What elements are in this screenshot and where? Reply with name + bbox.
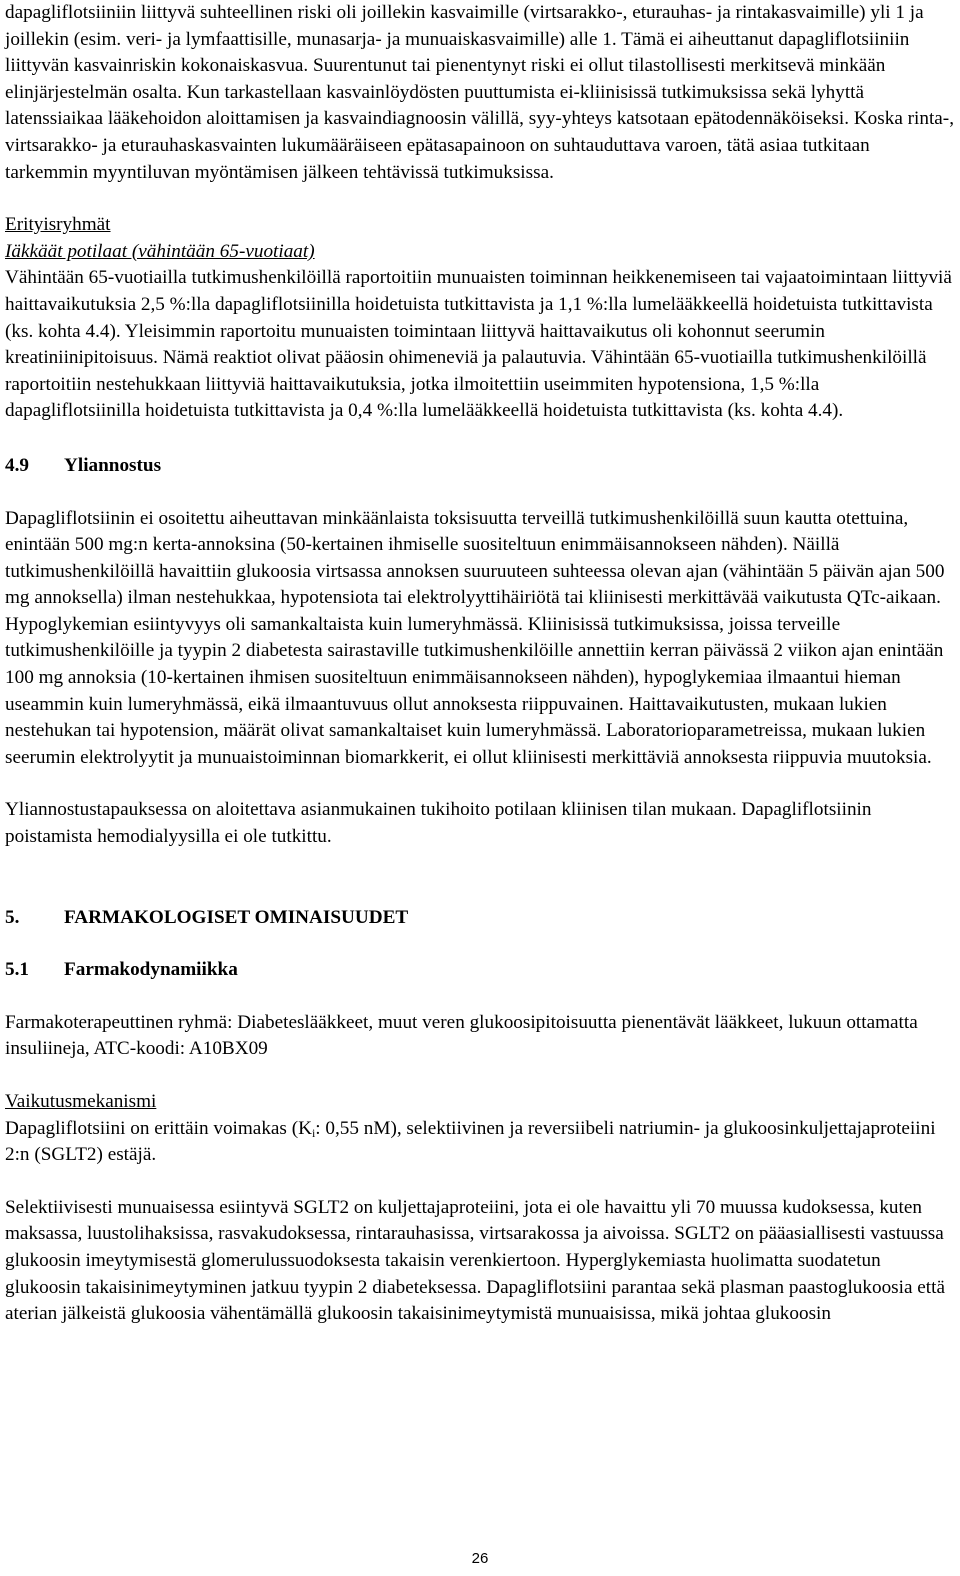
section-number: 5. [5,906,20,928]
paragraph-overdose-1: Dapagliflotsiinin ei osoitettu aiheuttavan minkäänlaista toksisuutta terveillä tutkimushenkilöillä suun kautta otettuina, enintään 500 mg:n kerta-annoksina (50-kertainen ihmiselle suositeltuun enimmäisannokseen nähden). Näillä tutkimushenkilöillä havaittiin glukoosia virtsassa annoksen suuruuteen suhteessa olevan ajan (vähintään 5 päivän ajan 500 mg annoksella) ilman nestehukkaa, hypotensiota tai elektrolyyttihäiriötä tai kliinisesti merkittävää vaikutusta QTc-aikaan. Hypoglykemian esiintyvyys oli samankaltaista kuin lumeryhmässä. Kliinisissä tutkimuksissa, joissa terveille tutkimushenkilöille ja tyypin 2 diabetesta sairastaville tutkimushenkilöille annettiin kerran päivässä 2 viikon ajan enintään 100 mg annoksia (10-kertainen ihmisen suositeltuun enimmäisannokseen nähden), hypoglykemiaa ilmaantui hieman useammin kuin lumeryhmässä, eikä ilmaantuvuus ollut annoksesta riippuvainen. Haittavaikutusten, mukaan lukien nestehukan tai hypotension, määrät olivat samankaltaiset kuin lumeryhmässä. Laboratorioparametreissa, mukaan lukien seerumin elektrolyytit ja munuaistoiminnan biomarkkerit, ei ollut kliinisesti merkittäviä annoksesta riippuvia muutoksia. [5,507,945,768]
document-page [5,0,955,1328]
heading-mechanism: Vaikutusmekanismi [5,1091,157,1112]
mechanism-text-end: : 0,55 nM), selektiivinen ja reversiibeli natriumin- ja glukoosinkuljettajaproteiini 2:n (SGLT2) estäjä. [5,1117,936,1166]
paragraph-overdose-2: Yliannostustapauksessa on aloitettava asianmukainen tukihoito potilaan kliinisen tilan mukaan. Dapagliflotsiinin poistamista hemodialyysilla ei ole tutkittu. [5,799,872,848]
spacer [5,425,955,453]
section-title: FARMAKOLOGISET OMINAISUUDET [64,906,409,928]
page-number: 26 [471,1550,489,1567]
section-number: 5.1 [5,959,29,981]
section-heading-5-1 [5,957,955,984]
section-title: Farmakodynamiikka [64,959,238,981]
spacer [5,1169,955,1195]
subheading-elderly: Iäkkäät potilaat (vähintään 65-vuotiaat) [5,240,315,262]
paragraph-pharmacotherapeutic-group: Farmakoterapeuttinen ryhmä: Diabeteslääkkeet, muut veren glukoosipitoisuutta pienentävät lääkkeet, lukuun ottamatta insuliineja, ATC-koodi: A10BX09 [5,1011,918,1060]
section-heading-4-9 [5,453,955,480]
paragraph-elderly: Vähintään 65-vuotiailla tutkimushenkilöillä raportoitiin munuaisten toiminnan heikkenemiseen tai vajaatoimintaan liittyviä haittavaikutuksia 2,5 %:lla dapagliflotsiinilla hoidetuista tutkittavista ja 1,1 %:lla lumelääkkeellä hoidetuista tutkittavista (ks. kohta 4.4). Yleisimmin raportoitu munuaisten toimintaan liittyvä haittavaikutus oli kohonnut seerumin kreatiniinipitoisuus. Nämä reaktiot olivat pääosin ohimeneviä ja palautuvia. Vähintään 65-vuotiailla tutkimushenkilöillä raportoitiin nestehukkaan liittyviä haittavaikutuksia, jotka ilmoitettiin useimmiten hypotensiona, 1,5 %:lla dapagliflotsiinilla hoidetuista tutkittavista ja 0,4 %:lla lumelääkkeellä hoidetuista tutkittavista (ks. kohta 4.4). [5,267,952,422]
section-heading-5 [5,905,955,932]
spacer [5,480,955,506]
heading-erityisryhmat: Erityisryhmät [5,214,111,236]
spacer [5,1063,955,1089]
section-number: 4.9 [5,454,29,476]
spacer [5,931,955,957]
spacer [5,851,955,905]
spacer [5,771,955,797]
paragraph-tumour-risk: dapagliflotsiiniin liittyvä suhteellinen riski oli joillekin kasvaimille (virtsarakko-, eturauhas- ja rintakasvaimille) yli 1 ja joillekin (esim. veri- ja lymfaattisille, munasarja- ja munuaiskasvaimille) alle 1. Tämä ei aiheuttanut dapagliflotsiiniin liittyvän kasvainriskin kokonaiskasvua. Suurentunut tai pienentynyt riski ei ollut tilastollisesti merkitsevä minkään elinjärjestelmän osalta. Kun tarkastellaan kasvainlöydösten puuttumista ei-kliinisissä tutkimuksissa sekä lyhyttä latenssiaikaa lääkehoidon aloittamisen ja kasvaindiagnoosin välillä, syy-yhteys katsotaan epätodennäköiseksi. Koska rinta-, virtsarakko- ja eturauhaskasvainten lukumääräiseen epätasapainoon on suhtauduttava varoen, tätä asiaa tutkitaan tarkemmin myyntiluvan myöntämisen jälkeen tehtävissä tutkimuksissa. [5,2,954,183]
paragraph-sglt2: Selektiivisesti munuaisessa esiintyvä SGLT2 on kuljettajaproteiini, jota ei ole havaittu yli 70 muussa kudoksessa, kuten maksassa, luustolihaksissa, rasvakudoksessa, rintarauhasissa, virtsarakossa ja aivoissa. SGLT2 on pääasiallisesti vastuussa glukoosin imeytymisestä glomerulussuodoksesta takaisin verenkiertoon. Hyperglykemiasta huolimatta suodatetun glukoosin takaisinimeytyminen jatkuu tyypin 2 diabeteksessa. Dapagliflotsiini parantaa sekä plasman paastoglukoosia että aterian jälkeistä glukoosia vähentämällä glukoosin takaisinimeytymistä munuaisissa, mikä johtaa glukoosin [5,1196,945,1325]
paragraph-mechanism [5,1116,955,1169]
section-title: Yliannostus [64,454,162,476]
spacer [5,186,955,212]
ki-subscript: i [311,1125,316,1140]
mechanism-text-start: Dapagliflotsiini on erittäin voimakas (K [5,1117,312,1139]
spacer [5,984,955,1010]
